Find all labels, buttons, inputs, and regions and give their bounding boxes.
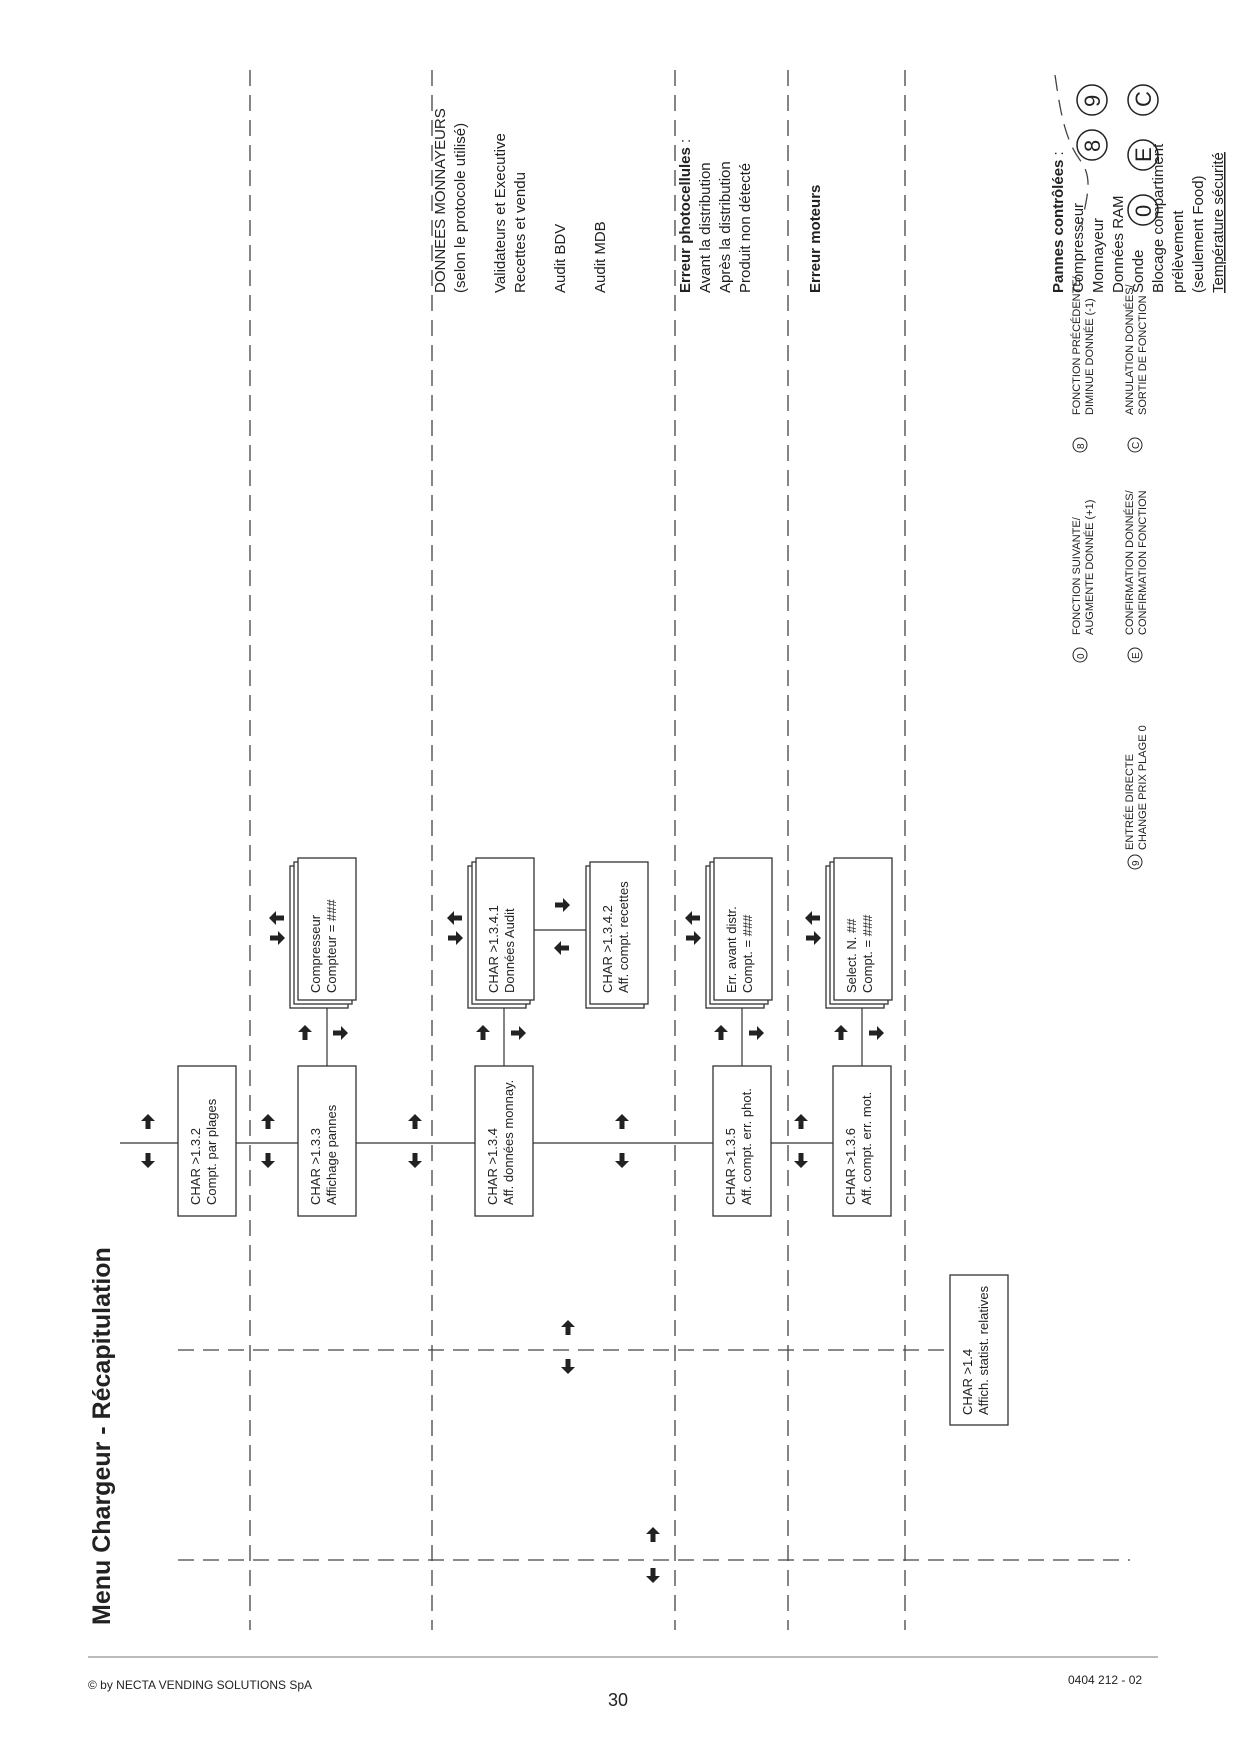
key-0-icon	[1128, 195, 1158, 225]
svg-text:C: C	[1131, 441, 1142, 449]
notes-moteurs	[807, 185, 824, 293]
svg-text:Compresseur: Compresseur	[1070, 202, 1087, 293]
svg-text:Compt. = ###: Compt. = ###	[740, 914, 755, 993]
svg-text:CHAR >1.3.4.1: CHAR >1.3.4.1	[486, 905, 501, 993]
svg-text:Aff. compt. err. phot.: Aff. compt. err. phot.	[739, 1088, 754, 1205]
svg-text:Audit BDV: Audit BDV	[552, 223, 569, 293]
small-key-8-icon	[1073, 438, 1087, 452]
svg-text:Aff. compt. recettes: Aff. compt. recettes	[616, 881, 631, 993]
svg-text:E: E	[1131, 147, 1156, 162]
svg-text:Recettes et vendu: Recettes et vendu	[512, 172, 529, 293]
svg-text:FONCTION SUIVANTE/: FONCTION SUIVANTE/	[1071, 517, 1083, 635]
sub-box-select-n[interactable]	[826, 858, 892, 1008]
notes-monnayeurs	[432, 108, 609, 293]
svg-text:Aff. compt. err. mot.: Aff. compt. err. mot.	[859, 1091, 874, 1205]
svg-text:AUGMENTE DONNÉE (+1): AUGMENTE DONNÉE (+1)	[1084, 499, 1096, 635]
svg-text:Après la distribution: Après la distribution	[717, 161, 734, 293]
svg-text:8: 8	[1080, 139, 1105, 152]
svg-text:CHAR >1.3.4.2: CHAR >1.3.4.2	[600, 905, 615, 993]
svg-text:Blocage compartiment: Blocage compartiment	[1150, 143, 1167, 293]
svg-text:CHAR >1.3.5: CHAR >1.3.5	[723, 1128, 738, 1205]
svg-text:Erreur moteurs: Erreur moteurs	[807, 184, 824, 293]
svg-text:0: 0	[1131, 204, 1156, 217]
svg-text:Compteur = ###: Compteur = ###	[324, 899, 339, 993]
svg-text:E: E	[1131, 652, 1142, 659]
svg-text:Monnayeur: Monnayeur	[1090, 217, 1107, 293]
svg-text:9: 9	[1080, 94, 1105, 107]
svg-text:(seulement Food): (seulement Food)	[1190, 175, 1207, 293]
svg-text:CHAR >1.3.2: CHAR >1.3.2	[188, 1128, 203, 1205]
svg-text:Avant la distribution: Avant la distribution	[697, 162, 714, 293]
svg-text:Compresseur: Compresseur	[308, 914, 323, 993]
svg-text:prélèvement: prélèvement	[1170, 210, 1187, 293]
svg-text:CONFIRMATION DONNÉES/: CONFIRMATION DONNÉES/	[1124, 490, 1136, 635]
svg-text:Select. N. ##: Select. N. ##	[844, 918, 859, 993]
key-legend	[1055, 75, 1158, 869]
svg-text:Erreur photocellules :: Erreur photocellules :	[677, 138, 694, 293]
menu-box-1-3-2[interactable]	[178, 1066, 236, 1216]
svg-text:Sonde: Sonde	[1130, 249, 1147, 293]
svg-text:Données Audit: Données Audit	[502, 908, 517, 993]
svg-text:Err. avant distr.: Err. avant distr.	[724, 906, 739, 993]
dashed-separators	[250, 70, 905, 1630]
svg-text:DONNEES MONNAYEURS: DONNEES MONNAYEURS	[432, 108, 449, 293]
footer-page-number: 30	[608, 1690, 629, 1710]
svg-text:Validateurs et Executive: Validateurs et Executive	[492, 133, 509, 293]
svg-text:Données RAM: Données RAM	[1110, 195, 1127, 293]
small-key-E-icon	[1128, 648, 1142, 662]
svg-text:CHAR >1.3.3: CHAR >1.3.3	[308, 1128, 323, 1205]
footer-doc-code: 0404 212 - 02	[1068, 1673, 1143, 1687]
notes-photocellules	[677, 139, 754, 293]
menu-box-1-3-6[interactable]	[833, 1066, 891, 1216]
key-8-icon	[1077, 130, 1107, 160]
key-E-icon	[1128, 140, 1158, 170]
key-C-icon	[1128, 85, 1158, 115]
svg-text:Pannes contrôlées :: Pannes contrôlées :	[1050, 151, 1067, 293]
svg-text:(selon le protocole utilisé): (selon le protocole utilisé)	[452, 122, 469, 293]
svg-text:ANNULATION DONNÉES/: ANNULATION DONNÉES/	[1124, 284, 1136, 415]
footer-copyright: © by NECTA VENDING SOLUTIONS SpA	[88, 1678, 313, 1692]
menu-box-1-3-4[interactable]	[475, 1066, 533, 1216]
menu-box-1-4[interactable]	[950, 1275, 1008, 1425]
svg-text:Température sécurité: Température sécurité	[1210, 152, 1227, 293]
sub-box-1-3-4-1[interactable]	[468, 858, 534, 1008]
svg-text:Compt. = ###: Compt. = ###	[860, 914, 875, 993]
small-key-0-icon	[1073, 648, 1087, 662]
svg-text:FONCTION PRÉCÉDENTE/: FONCTION PRÉCÉDENTE/	[1071, 276, 1083, 415]
svg-text:CONFIRMATION FONCTION: CONFIRMATION FONCTION	[1137, 490, 1149, 635]
svg-text:SORTIE DE FONCTION: SORTIE DE FONCTION	[1137, 295, 1149, 415]
sub-box-1-3-4-2[interactable]	[586, 862, 648, 1008]
menu-box-1-3-5[interactable]	[713, 1066, 771, 1216]
svg-text:0: 0	[1076, 653, 1087, 659]
page-title: Menu Chargeur - Récapitulation	[88, 1247, 116, 1625]
svg-text:Affichage pannes: Affichage pannes	[324, 1104, 339, 1205]
svg-text:C: C	[1131, 91, 1156, 107]
svg-text:Produit non détecté: Produit non détecté	[737, 162, 754, 293]
svg-text:Affich. statist. relatives: Affich. statist. relatives	[976, 1285, 991, 1415]
svg-text:Aff. données monnay.: Aff. données monnay.	[501, 1079, 516, 1205]
svg-text:Compt. par plages: Compt. par plages	[204, 1098, 219, 1205]
svg-text:Audit MDB: Audit MDB	[592, 221, 609, 293]
svg-text:CHAR >1.3.4: CHAR >1.3.4	[485, 1128, 500, 1205]
svg-text:CHAR >1.3.6: CHAR >1.3.6	[843, 1128, 858, 1205]
svg-text:CHAR >1.4: CHAR >1.4	[960, 1348, 975, 1415]
svg-text:ENTRÉE DIRECTE: ENTRÉE DIRECTE	[1124, 754, 1136, 850]
menu-box-1-3-3[interactable]	[298, 1066, 356, 1216]
small-key-9-icon	[1128, 855, 1142, 869]
svg-text:DIMINUE DONNÉE (-1): DIMINUE DONNÉE (-1)	[1084, 298, 1096, 415]
small-key-C-icon	[1128, 438, 1142, 452]
svg-text:9: 9	[1131, 860, 1142, 866]
sub-box-compresseur[interactable]	[290, 858, 356, 1008]
sub-box-err-avant[interactable]	[706, 858, 772, 1008]
svg-text:8: 8	[1076, 443, 1087, 449]
svg-text:CHANGE PRIX PLAGE 0: CHANGE PRIX PLAGE 0	[1137, 725, 1149, 850]
key-9-icon	[1077, 85, 1107, 115]
